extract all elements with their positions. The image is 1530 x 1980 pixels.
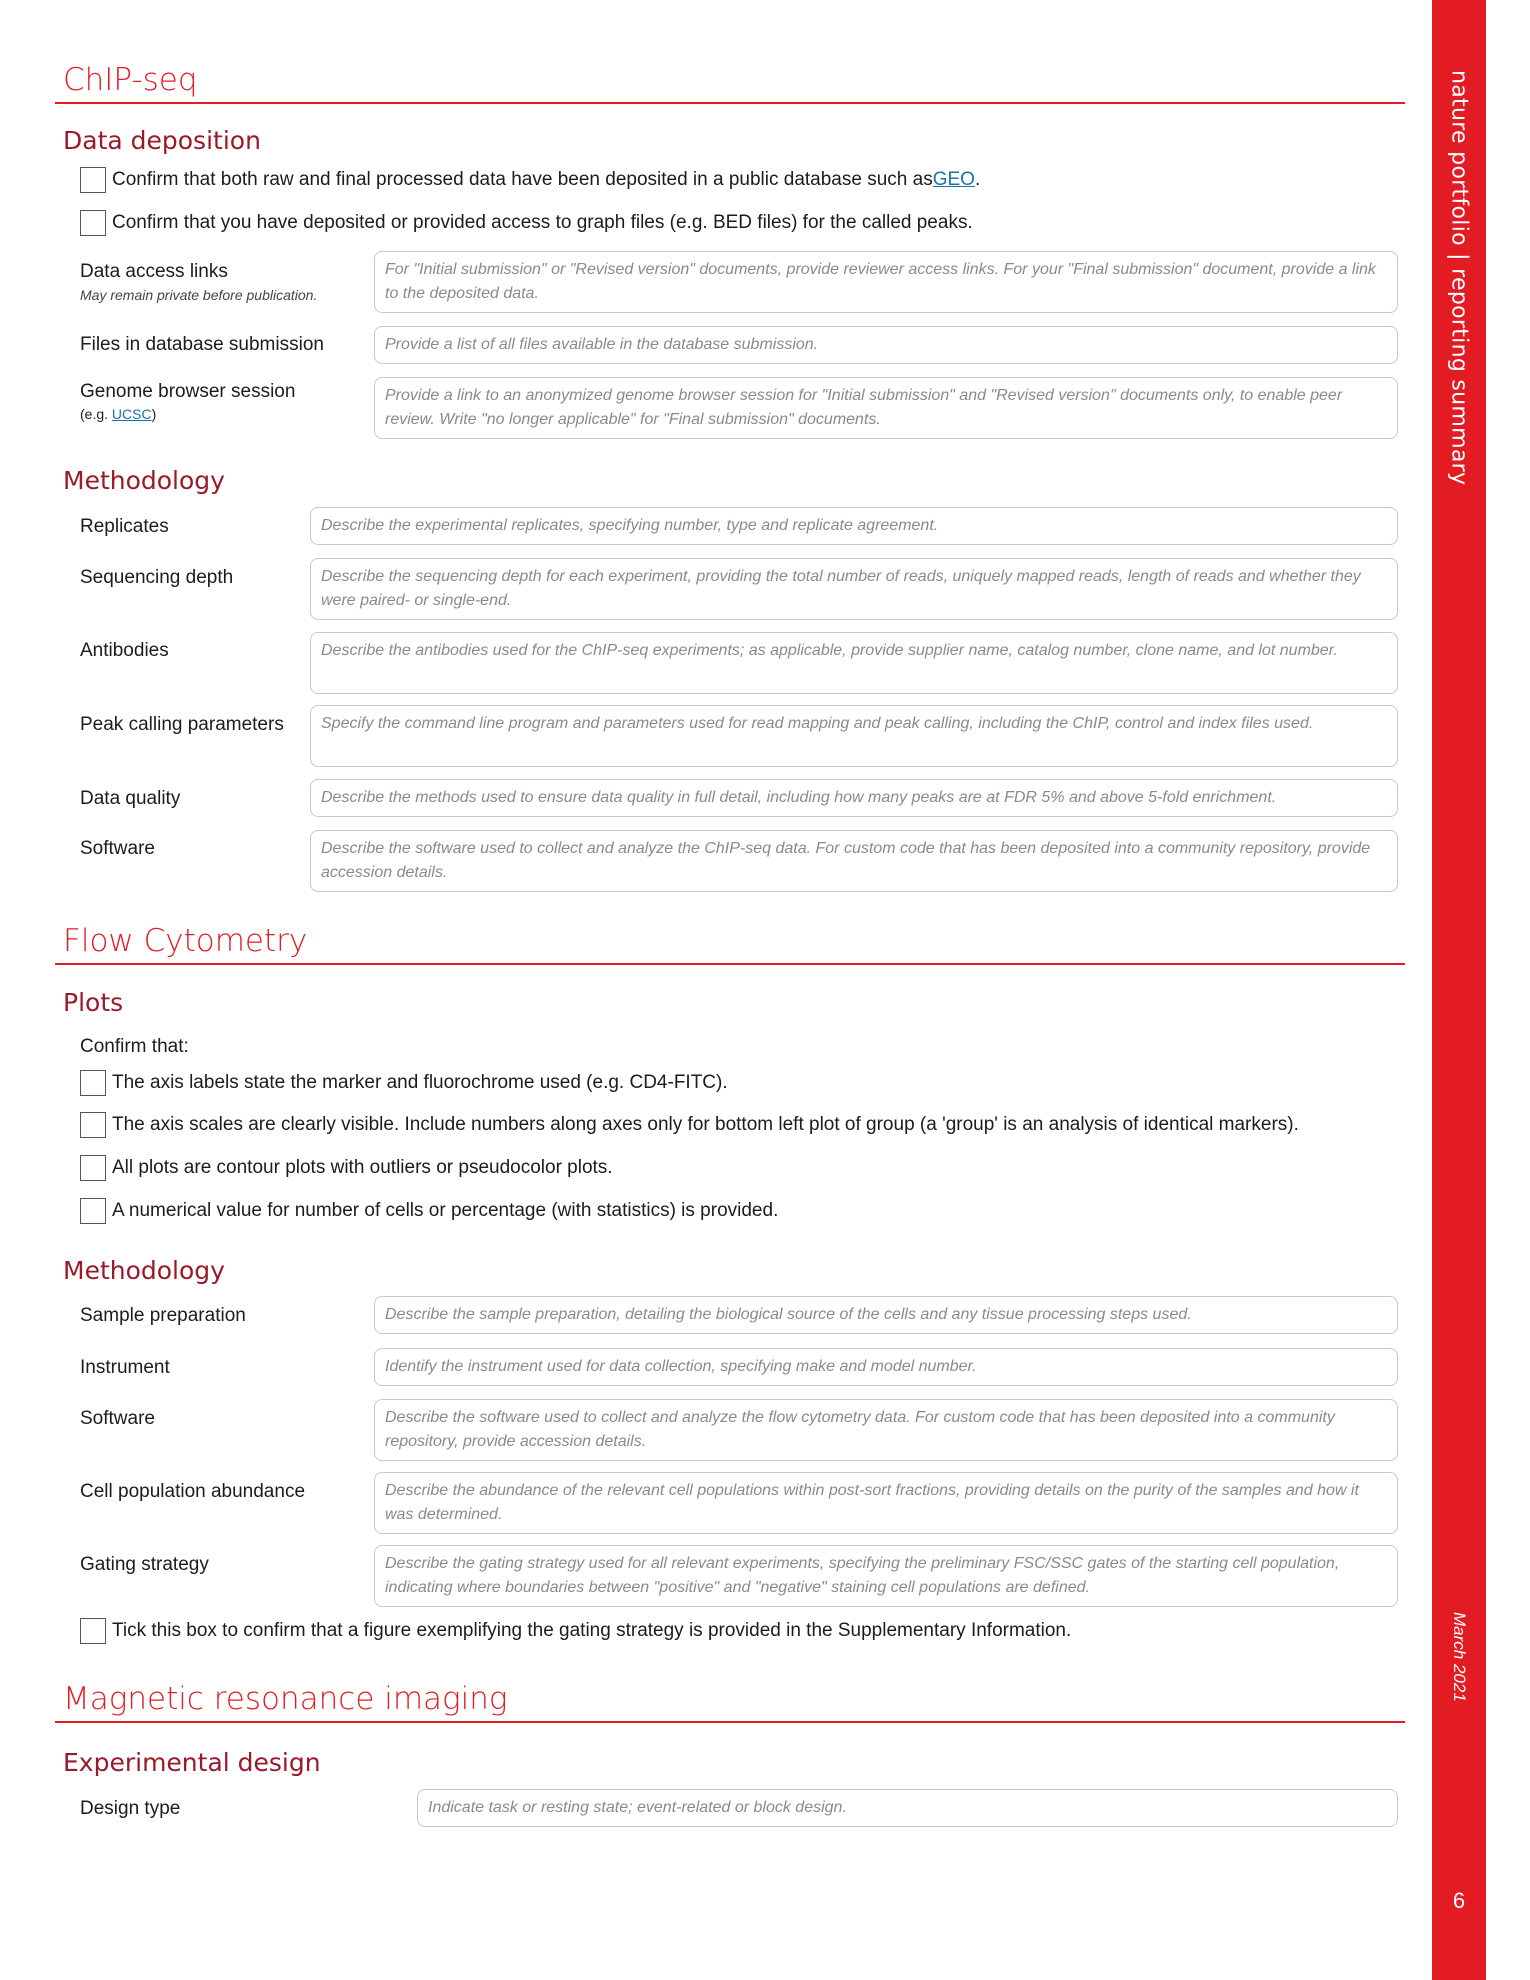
- field-instrument[interactable]: Identify the instrument used for data collection, specifying make and model number.: [374, 1348, 1398, 1386]
- label-sub-data-access: May remain private before publication.: [80, 287, 318, 303]
- label-files-in-database: Files in database submission: [80, 334, 324, 355]
- sidebar-title: nature portfolio | reporting summary: [1446, 70, 1472, 486]
- field-data-quality[interactable]: Describe the methods used to ensure data quality in full detail, including how many peaks are at FDR 5% and above 5-fold enrichment.: [310, 779, 1398, 817]
- label-cell-population: Cell population abundance: [80, 1481, 306, 1502]
- label-text-genome-browser: Genome browser session: [80, 381, 296, 402]
- section-title-mri: Magnetic resonance imaging: [55, 1679, 1405, 1723]
- checkbox-graph-files[interactable]: [80, 210, 106, 236]
- check-row-gating-figure: [80, 1618, 1071, 1644]
- label-data-access-links: [80, 261, 317, 303]
- field-sample-preparation[interactable]: Describe the sample preparation, detailing the biological source of the cells and any tissue processing steps used.: [374, 1296, 1398, 1334]
- subhead-data-deposition: Data deposition: [63, 126, 261, 155]
- page-number: 6: [1452, 1888, 1466, 1913]
- checkbox-numerical-value[interactable]: [80, 1198, 106, 1224]
- label-peak-calling: Peak calling parameters: [80, 714, 284, 735]
- label-genome-browser: [80, 381, 295, 422]
- ucsc-suffix: ): [151, 406, 157, 422]
- field-data-access-links[interactable]: For "Initial submission" or "Revised version" documents, provide reviewer access links. For your "Final submission" document, provide a link to the deposited data.: [374, 251, 1398, 313]
- subhead-plots: Plots: [63, 988, 124, 1017]
- check-label-contour-plots: All plots are contour plots with outliers or pseudocolor plots.: [112, 1157, 613, 1178]
- geo-link[interactable]: GEO: [932, 169, 975, 190]
- checkbox-gating-figure[interactable]: [80, 1618, 106, 1644]
- field-gating-strategy[interactable]: Describe the gating strategy used for all relevant experiments, specifying the preliminary FSC/SSC gates of the starting cell population, indicating where boundaries between "positive" and "negative" staining cell populations are defined.: [374, 1545, 1398, 1607]
- check-label-graph-files: Confirm that you have deposited or provided access to graph files (e.g. BED files) for the called peaks.: [112, 212, 973, 233]
- label-gating-strategy: Gating strategy: [80, 1554, 209, 1575]
- field-cell-population[interactable]: Describe the abundance of the relevant cell populations within post-sort fractions, providing details on the purity of the samples and how it was determined.: [374, 1472, 1398, 1534]
- subhead-flow-methodology: Methodology: [63, 1256, 225, 1285]
- field-genome-browser[interactable]: Provide a link to an anonymized genome browser session for "Initial submission" and "Revised version" documents only, to enable peer review. Write "no longer applicable" for "Final submission" documents.: [374, 377, 1398, 439]
- ucsc-prefix: (e.g.: [80, 406, 112, 422]
- label-sub-genome-browser: [80, 406, 295, 422]
- label-instrument: Instrument: [80, 1357, 170, 1378]
- field-files-in-database[interactable]: Provide a list of all files available in the database submission.: [374, 326, 1398, 364]
- check-row-contour-plots: [80, 1155, 613, 1181]
- section-title-flow-cytometry: Flow Cytometry: [55, 921, 1405, 965]
- ucsc-link[interactable]: UCSC: [111, 406, 152, 422]
- label-chipseq-software: Software: [80, 838, 155, 859]
- check-row-axis-scales: [80, 1112, 1299, 1138]
- check-row-graph-files: [80, 210, 973, 236]
- sidebar-date: March 2021: [1450, 1612, 1469, 1702]
- confirm-that-label: Confirm that:: [80, 1036, 189, 1057]
- check-label-axis-labels: The axis labels state the marker and fluorochrome used (e.g. CD4-FITC).: [112, 1072, 728, 1093]
- checkbox-raw-data[interactable]: [80, 167, 106, 193]
- field-sequencing-depth[interactable]: Describe the sequencing depth for each experiment, providing the total number of reads, uniquely mapped reads, length of reads and whether they were paired- or single-end.: [310, 558, 1398, 620]
- check-label-numerical-value: A numerical value for number of cells or percentage (with statistics) is provided.: [112, 1200, 779, 1221]
- label-design-type: Design type: [80, 1798, 181, 1819]
- check-row-raw-data: [80, 167, 980, 193]
- check-label-gating-figure: Tick this box to confirm that a figure exemplifying the gating strategy is provided in the Supplementary Information.: [112, 1620, 1072, 1641]
- label-flow-software: Software: [80, 1408, 155, 1429]
- label-text-data-access: Data access links: [80, 261, 228, 282]
- label-sample-preparation: Sample preparation: [80, 1305, 246, 1326]
- label-sequencing-depth: Sequencing depth: [80, 567, 234, 588]
- check-row-axis-labels: [80, 1070, 728, 1096]
- label-data-quality: Data quality: [80, 788, 181, 809]
- label-antibodies: Antibodies: [80, 640, 169, 661]
- checkbox-contour-plots[interactable]: [80, 1155, 106, 1181]
- field-flow-software[interactable]: Describe the software used to collect and analyze the flow cytometry data. For custom code that has been deposited into a community repository, provide accession details.: [374, 1399, 1398, 1461]
- check-label-axis-scales: The axis scales are clearly visible. Include numbers along axes only for bottom left plot of group (a 'group' is an analysis of identical markers).: [112, 1114, 1299, 1135]
- field-chipseq-software[interactable]: Describe the software used to collect and analyze the ChIP-seq data. For custom code that has been deposited into a community repository, provide accession details.: [310, 830, 1398, 892]
- checkbox-axis-scales[interactable]: [80, 1112, 106, 1138]
- check-label-raw-data-end: .: [974, 169, 981, 190]
- subhead-experimental-design: Experimental design: [63, 1748, 321, 1777]
- label-replicates: Replicates: [80, 516, 169, 537]
- field-design-type[interactable]: Indicate task or resting state; event-related or block design.: [417, 1789, 1398, 1827]
- subhead-chipseq-methodology: Methodology: [63, 466, 225, 495]
- check-row-numerical-value: [80, 1198, 778, 1224]
- section-title-chipseq: ChIP-seq: [55, 60, 1405, 104]
- field-replicates[interactable]: Describe the experimental replicates, specifying number, type and replicate agreement.: [310, 507, 1398, 545]
- field-antibodies[interactable]: Describe the antibodies used for the ChIP-seq experiments; as applicable, provide supplier name, catalog number, clone name, and lot number.: [310, 632, 1398, 694]
- checkbox-axis-labels[interactable]: [80, 1070, 106, 1096]
- field-peak-calling[interactable]: Specify the command line program and parameters used for read mapping and peak calling, including the ChIP, control and index files used.: [310, 705, 1398, 767]
- check-label-raw-data: Confirm that both raw and final processed data have been deposited in a public database such as: [112, 169, 933, 190]
